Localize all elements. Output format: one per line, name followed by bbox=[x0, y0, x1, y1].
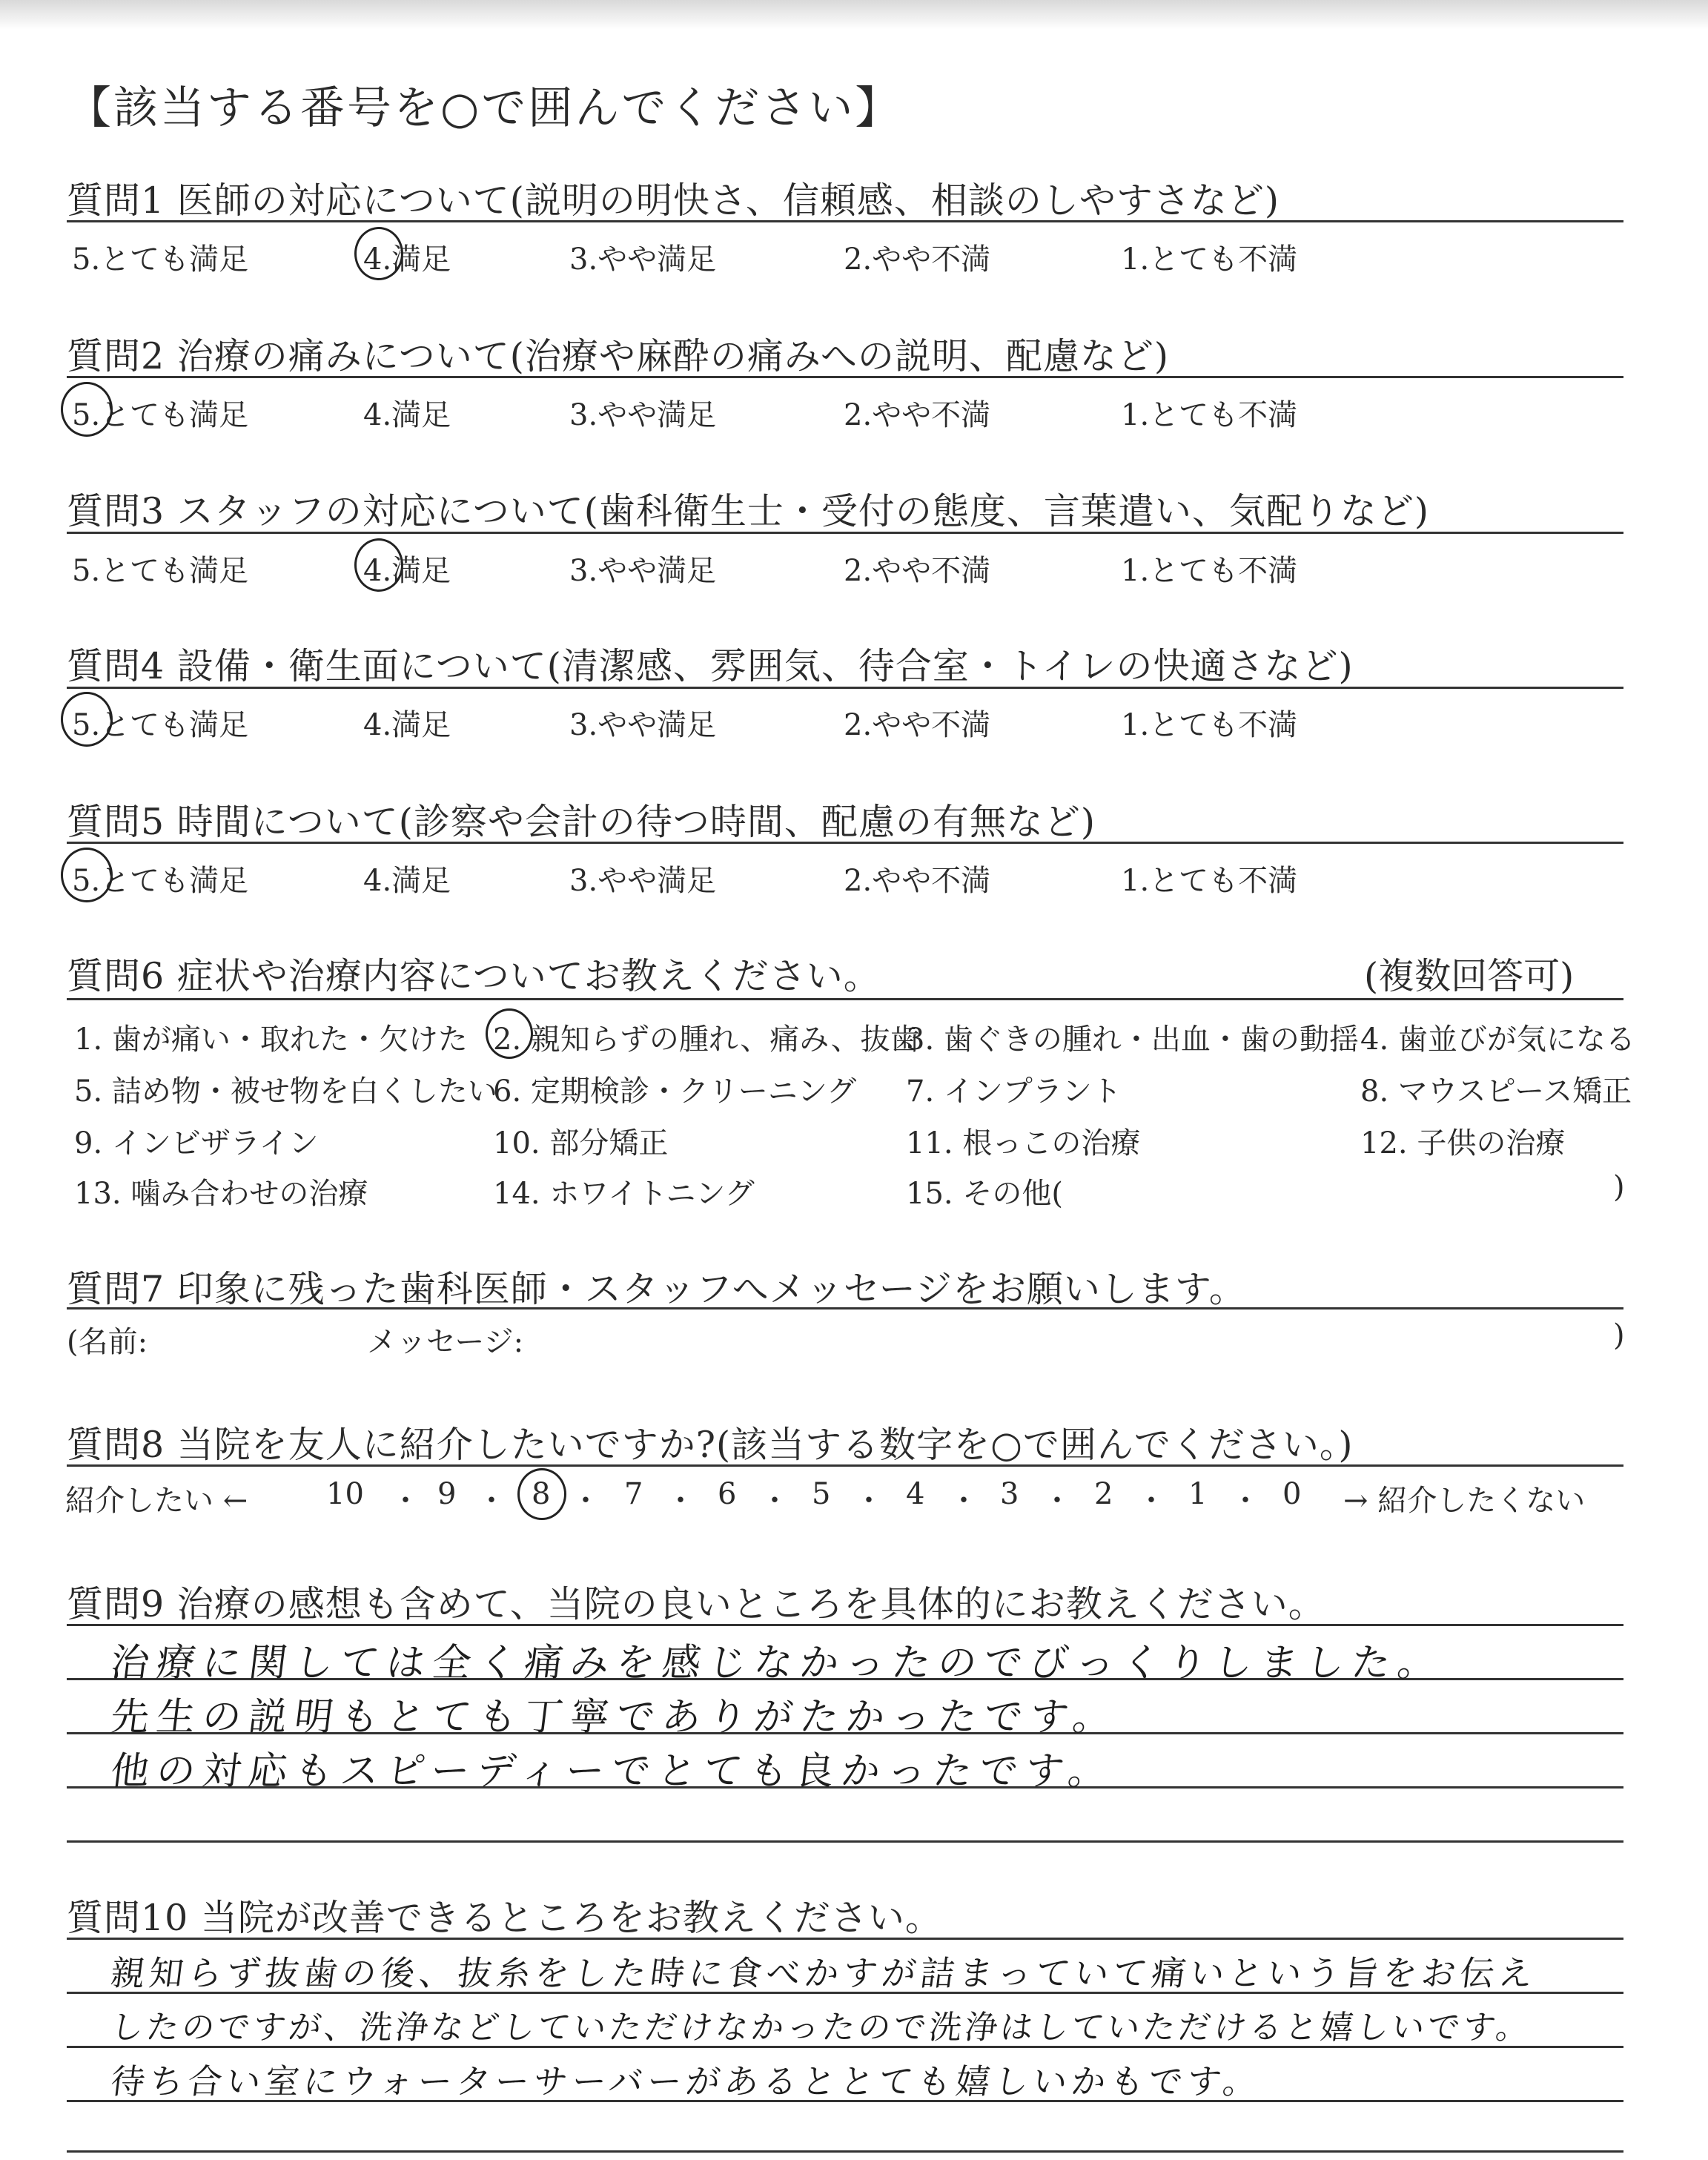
recommend-label: 紹介したい ← bbox=[65, 1484, 248, 1518]
question-title: 質問3 スタッフの対応について(歯科衛生士・受付の態度、言葉遣い、気配りなど) bbox=[67, 490, 1430, 532]
option-1[interactable]: 1.とても不満 bbox=[1121, 398, 1298, 432]
option-3[interactable]: 3.やや満足 bbox=[569, 708, 717, 742]
option-13[interactable]: 13. 噛み合わせの治療 bbox=[74, 1177, 368, 1211]
selection-circle bbox=[61, 848, 113, 902]
handwritten-answer-line[interactable]: 先生の説明もとても丁寧でありがたかったです。 bbox=[107, 1695, 1122, 1740]
page-title: 【該当する番号を○で囲んでください】 bbox=[67, 82, 902, 134]
score-7[interactable]: 7 bbox=[624, 1477, 643, 1511]
selection-circle bbox=[61, 692, 113, 747]
divider bbox=[67, 1307, 1623, 1309]
not-recommend-label: → 紹介したくない bbox=[1343, 1484, 1586, 1518]
option-2[interactable]: 2. 親知らずの腫れ、痛み、抜歯 bbox=[493, 1023, 920, 1057]
score-2[interactable]: 2 bbox=[1094, 1477, 1113, 1511]
separator: ・ bbox=[760, 1484, 790, 1518]
option-4[interactable]: 4.満足 bbox=[363, 864, 451, 898]
separator: ・ bbox=[571, 1484, 600, 1518]
option-7[interactable]: 7. インプラント bbox=[906, 1074, 1122, 1109]
close-paren: ) bbox=[1613, 1318, 1625, 1353]
divider bbox=[67, 1938, 1623, 1940]
handwritten-answer-line[interactable]: 治療に関しては全く痛みを感じなかったのでびっくりしました。 bbox=[107, 1641, 1447, 1685]
handwritten-answer-line[interactable]: したのですが、洗浄などしていただけなかったので洗浄はしていただけると嬉しいです。 bbox=[108, 2009, 1535, 2047]
score-5[interactable]: 5 bbox=[812, 1477, 831, 1511]
message-label: メッセージ: bbox=[367, 1325, 524, 1359]
option-2[interactable]: 2.やや不満 bbox=[844, 398, 991, 432]
option-9[interactable]: 9. インビザライン bbox=[74, 1126, 319, 1160]
divider bbox=[67, 1624, 1623, 1626]
divider bbox=[67, 998, 1623, 1000]
option-4[interactable]: 4. 歯並びが気になる bbox=[1360, 1023, 1635, 1057]
option-3[interactable]: 3. 歯ぐきの腫れ・出血・歯の動揺 bbox=[906, 1023, 1359, 1057]
handwritten-answer-line[interactable]: 他の対応もスピーディーでとても良かったです。 bbox=[107, 1749, 1117, 1794]
score-6[interactable]: 6 bbox=[718, 1477, 737, 1511]
option-5[interactable]: 5.とても満足 bbox=[72, 242, 249, 277]
score-3[interactable]: 3 bbox=[1000, 1477, 1019, 1511]
option-10[interactable]: 10. 部分矯正 bbox=[493, 1126, 669, 1160]
divider bbox=[67, 376, 1623, 378]
option-5[interactable]: 5.とても満足 bbox=[72, 398, 249, 432]
score-4[interactable]: 4 bbox=[906, 1477, 925, 1511]
question-title: 質問2 治療の痛みについて(治療や麻酔の痛みへの説明、配慮など) bbox=[67, 335, 1170, 377]
question-title: 質問9 治療の感想も含めて、当院の良いところを具体的にお教えください。 bbox=[67, 1583, 1325, 1625]
name-label: (名前: bbox=[67, 1325, 148, 1359]
option-5[interactable]: 5.とても満足 bbox=[72, 864, 249, 898]
divider bbox=[67, 220, 1623, 222]
option-2[interactable]: 2.やや不満 bbox=[844, 554, 991, 588]
selection-circle bbox=[517, 1468, 566, 1520]
option-2[interactable]: 2.やや不満 bbox=[844, 864, 991, 898]
selection-circle bbox=[354, 227, 403, 280]
option-5[interactable]: 5. 詰め物・被せ物を白くしたい bbox=[74, 1074, 497, 1109]
option-3[interactable]: 3.やや満足 bbox=[569, 398, 717, 432]
separator: ・ bbox=[477, 1484, 506, 1518]
divider bbox=[67, 532, 1623, 534]
score-9[interactable]: 9 bbox=[437, 1477, 457, 1511]
score-0[interactable]: 0 bbox=[1282, 1477, 1302, 1511]
scan-edge-shadow bbox=[0, 0, 1708, 30]
option-3[interactable]: 3.やや満足 bbox=[569, 554, 717, 588]
option-2[interactable]: 2.やや不満 bbox=[844, 708, 991, 742]
option-3[interactable]: 3.やや満足 bbox=[569, 242, 717, 277]
option-11[interactable]: 11. 根っこの治療 bbox=[906, 1126, 1141, 1160]
separator: ・ bbox=[1042, 1484, 1072, 1518]
option-4[interactable]: 4.満足 bbox=[363, 398, 451, 432]
question-title: 質問6 症状や治療内容についてお教えください。 bbox=[67, 955, 881, 997]
score-8[interactable]: 8 bbox=[532, 1477, 551, 1511]
option-4[interactable]: 4.満足 bbox=[363, 242, 451, 277]
option-6[interactable]: 6. 定期検診・クリーニング bbox=[493, 1074, 857, 1109]
divider bbox=[67, 842, 1623, 844]
question-title: 質問10 当院が改善できるところをお教えください。 bbox=[67, 1897, 942, 1939]
multi-answer-note: (複数回答可) bbox=[1364, 955, 1575, 997]
selection-circle bbox=[61, 382, 113, 437]
score-1[interactable]: 1 bbox=[1188, 1477, 1208, 1511]
separator: ・ bbox=[1136, 1484, 1166, 1518]
option-1[interactable]: 1.とても不満 bbox=[1121, 864, 1298, 898]
option-1[interactable]: 1.とても不満 bbox=[1121, 242, 1298, 277]
handwritten-answer-line[interactable]: 待ち合い室にウォーターサーバーがあるととても嬉しいかもです。 bbox=[108, 2061, 1265, 2101]
handwritten-answer-line[interactable]: 親知らず抜歯の後、抜糸をした時に食べかすが詰まっていて痛いという旨をお伝え bbox=[108, 1953, 1540, 1993]
option-4[interactable]: 4.満足 bbox=[363, 708, 451, 742]
answer-line bbox=[67, 1840, 1623, 1843]
question-title: 質問8 当院を友人に紹介したいですか?(該当する数字を○で囲んでください。) bbox=[67, 1424, 1354, 1466]
separator: ・ bbox=[854, 1484, 884, 1518]
question-title: 質問4 設備・衛生面について(清潔感、雰囲気、待合室・トイレの快適さなど) bbox=[67, 645, 1354, 687]
option-15[interactable]: 15. その他( bbox=[906, 1177, 1063, 1211]
separator: ・ bbox=[666, 1484, 695, 1518]
answer-line bbox=[67, 2150, 1623, 2153]
option-1[interactable]: 1.とても不満 bbox=[1121, 554, 1298, 588]
option-1[interactable]: 1.とても不満 bbox=[1121, 708, 1298, 742]
option-8[interactable]: 8. マウスピース矯正 bbox=[1360, 1074, 1632, 1109]
separator: ・ bbox=[1231, 1484, 1260, 1518]
separator: ・ bbox=[391, 1484, 420, 1518]
question-title: 質問1 医師の対応について(説明の明快さ、信頼感、相談のしやすさなど) bbox=[67, 179, 1280, 222]
separator: ・ bbox=[949, 1484, 979, 1518]
option-3[interactable]: 3.やや満足 bbox=[569, 864, 717, 898]
option-12[interactable]: 12. 子供の治療 bbox=[1360, 1126, 1566, 1160]
divider bbox=[67, 1464, 1623, 1467]
option-2[interactable]: 2.やや不満 bbox=[844, 242, 991, 277]
option-5[interactable]: 5.とても満足 bbox=[72, 708, 249, 742]
option-1[interactable]: 1. 歯が痛い・取れた・欠けた bbox=[74, 1023, 468, 1057]
selection-circle bbox=[486, 1008, 533, 1059]
option-14[interactable]: 14. ホワイトニング bbox=[493, 1177, 755, 1211]
option-4[interactable]: 4.満足 bbox=[363, 554, 451, 588]
question-title: 質問7 印象に残った歯科医師・スタッフへメッセージをお願いします。 bbox=[67, 1268, 1246, 1310]
score-10[interactable]: 10 bbox=[326, 1477, 364, 1511]
option-5[interactable]: 5.とても満足 bbox=[72, 554, 249, 588]
close-paren: ) bbox=[1613, 1170, 1625, 1204]
divider bbox=[67, 687, 1623, 689]
selection-circle bbox=[354, 538, 403, 592]
question-title: 質問5 時間について(診察や会計の待つ時間、配慮の有無など) bbox=[67, 801, 1096, 843]
